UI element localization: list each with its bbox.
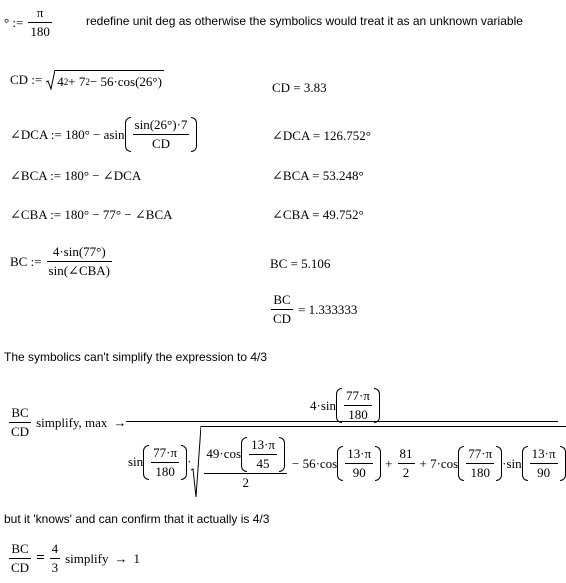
deg-comment: redefine unit deg as otherwise the symbolics would treat it as an unknown variable xyxy=(86,14,523,28)
simplify-keyword: simplify xyxy=(65,550,109,566)
pi-over-180: $\frac{\pi}{180}$ xyxy=(30,5,50,39)
confirm-expression[interactable]: $\frac{BC}{CD}$ = $\frac{4}{3}$ simplify → 1 xyxy=(11,541,140,575)
cd-definition[interactable]: CD := 4 2 + 7 2 − 56·cos(26°) xyxy=(10,72,162,89)
bca-definition[interactable]: ∠BCA := 180° − ∠DCA xyxy=(10,168,142,183)
cba-result: ∠CBA = 49.752° xyxy=(272,207,364,222)
ratio-evaluation[interactable]: $\frac{BC}{CD}$ = 1.333333 xyxy=(273,292,358,326)
symbolic-main-fraction-bar xyxy=(126,421,558,422)
symbolic-numerator: 4·sin $\frac{77\cdot\pi}{180}$ xyxy=(310,388,380,423)
symbolic-arrow: → xyxy=(113,414,127,430)
simplify-max-keyword: simplify, max xyxy=(36,414,108,430)
confirm-result: 1 xyxy=(133,550,140,566)
deg-definition[interactable] xyxy=(4,5,53,40)
dca-paren: $\frac{\sin(26^\circ)\cdot 7}{CD}$ xyxy=(125,117,198,152)
sqrt-symbol: 49·cos $\frac{13\cdot\pi}{45}$ 2 − 56·cos $\frac{13\cdot\pi}{90}$ + $\frac{81}{2}$ + 7·cos $\frac{77\cdot\pi}{180}$ ·sin $\frac{13\cdot\pi}{90}$ xyxy=(191,426,566,498)
bold-equals: = xyxy=(36,550,45,566)
dca-result: ∠DCA = 126.752° xyxy=(272,128,371,143)
dca-definition[interactable]: ∠DCA := 180° − asin $\frac{\sin(26^\circ)\cdot 7}{CD}$ xyxy=(10,117,197,152)
cd-result: CD = 3.83 xyxy=(272,80,327,95)
symbolic-denominator: sin $\frac{77\cdot\pi}{180}$ · 49·cos $\frac{13\cdot\pi}{45}$ 2 − 56·cos $\frac{13\cdot\pi}{90}$ + $\frac{81}{2}$ + 7·cos $\frac{77\cdot\pi}{180}$ ·sin $\frac{13\cdot\pi}{90}$ xyxy=(128,426,566,498)
note-symbolics-fail: The symbolics can't simplify the expression to 4/3 xyxy=(4,350,268,364)
deg-lhs: ° := xyxy=(4,14,24,30)
note-symbolics-confirm: but it 'knows' and can confirm that it actually is 4/3 xyxy=(4,512,270,526)
bca-result: ∠BCA = 53.248° xyxy=(272,168,364,183)
bc-definition[interactable]: BC := $\frac{4\cdot\sin(77^\circ)}{\text{sin(∠CBA)}}$ xyxy=(10,244,110,278)
cba-definition[interactable]: ∠CBA := 180° − 77° − ∠BCA xyxy=(10,207,173,222)
sqrt-symbol: 4 2 + 7 2 − 56·cos(26°) xyxy=(46,70,164,90)
symbolic-lhs[interactable]: $\frac{BC}{CD}$ simplify, max → xyxy=(11,405,127,439)
bc-result: BC = 5.106 xyxy=(270,256,331,271)
confirm-arrow: → xyxy=(114,550,128,566)
